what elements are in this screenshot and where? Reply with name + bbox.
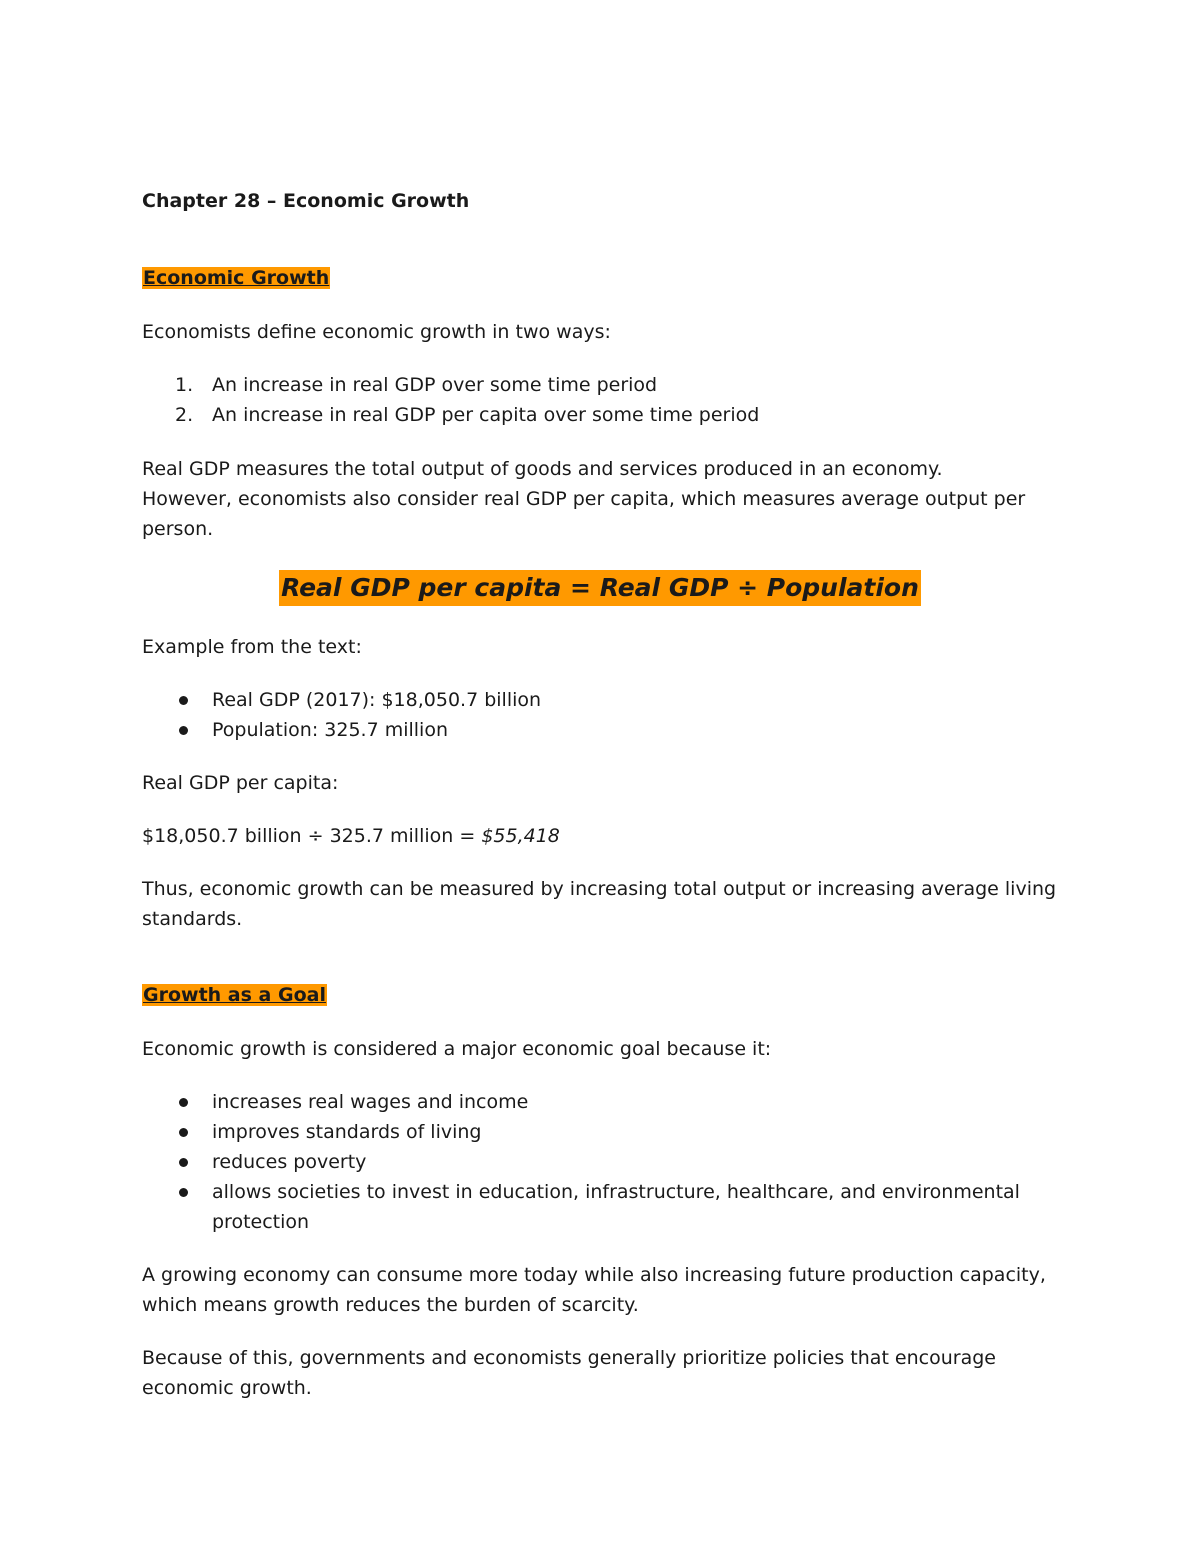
list-item-text: protection	[212, 1211, 310, 1233]
formula-text: Real GDP per capita = Real GDP ÷ Population	[279, 570, 921, 606]
paragraph-line: A growing economy can consume more today while also increasing future production capacity,	[142, 1264, 1046, 1286]
section-heading-text: Economic Growth	[143, 267, 330, 289]
paragraph-line: However, economists also consider real GDP per capita, which measures average output per	[142, 488, 1026, 510]
section-heading-growth-as-a-goal	[142, 980, 327, 1010]
section1-intro: Economists define economic growth in two ways:	[142, 321, 611, 343]
bullet-icon	[179, 726, 188, 735]
example-intro: Example from the text:	[142, 636, 362, 658]
paragraph-line: which means growth reduces the burden of scarcity.	[142, 1294, 639, 1316]
bullet-icon	[179, 1128, 188, 1137]
paragraph-line: Thus, economic growth can be measured by increasing total output or increasing average living	[142, 878, 1057, 900]
bullet-icon	[179, 696, 188, 705]
section2-intro: Economic growth is considered a major economic goal because it:	[142, 1038, 772, 1060]
list-item-text: Real GDP (2017): $18,050.7 billion	[212, 689, 542, 711]
list-number: 2.	[175, 404, 194, 426]
paragraph-line: economic growth.	[142, 1377, 312, 1399]
list-item-text: improves standards of living	[212, 1121, 482, 1143]
list-item-text: increases real wages and income	[212, 1091, 529, 1113]
list-item-text: An increase in real GDP over some time period	[212, 374, 658, 396]
paragraph-line: person.	[142, 518, 214, 540]
calculation-result: $55,418	[481, 825, 560, 847]
paragraph-line: standards.	[142, 908, 243, 930]
chapter-title: Chapter 28 – Economic Growth	[142, 190, 470, 212]
per-capita-label: Real GDP per capita:	[142, 772, 339, 794]
bullet-icon	[179, 1188, 188, 1197]
list-item-text: reduces poverty	[212, 1151, 367, 1173]
list-item-text: allows societies to invest in education, infrastructure, healthcare, and environmental	[212, 1181, 1020, 1203]
list-item-text: An increase in real GDP per capita over some time period	[212, 404, 760, 426]
paragraph-line: Real GDP measures the total output of goods and services produced in an economy.	[142, 458, 943, 480]
section-heading-text: Growth as a Goal	[143, 984, 326, 1006]
section-heading-economic-growth	[142, 263, 330, 293]
list-number: 1.	[175, 374, 194, 396]
list-item-text: Population: 325.7 million	[212, 719, 448, 741]
calculation-prefix: $18,050.7 billion ÷ 325.7 million =	[142, 825, 482, 847]
paragraph-line: Because of this, governments and economists generally prioritize policies that encourage	[142, 1347, 996, 1369]
bullet-icon	[179, 1158, 188, 1167]
bullet-icon	[179, 1098, 188, 1107]
formula-block	[142, 570, 1058, 606]
calculation-line	[142, 821, 560, 851]
